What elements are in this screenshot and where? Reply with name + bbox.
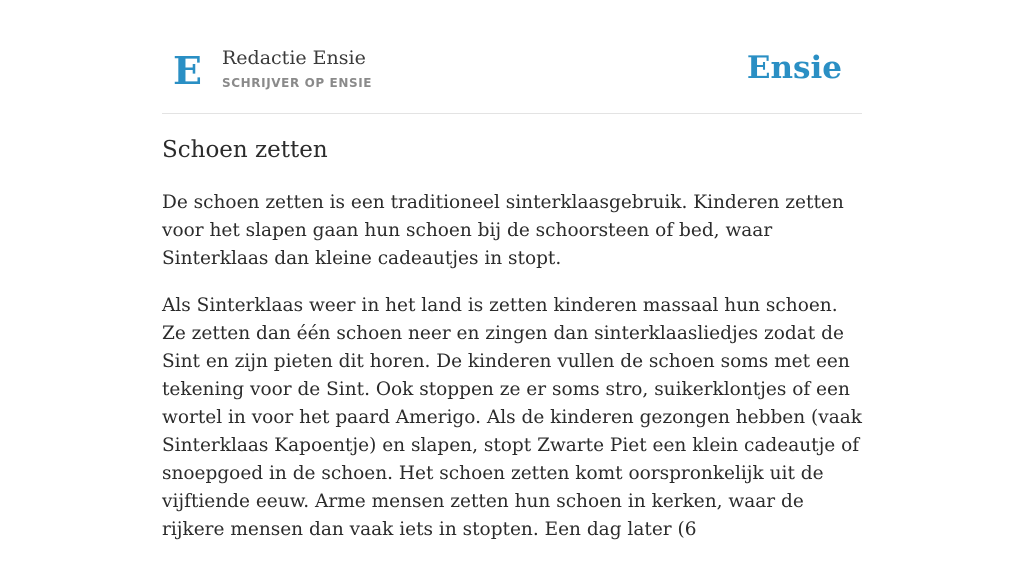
article-paragraph: Als Sinterklaas weer in het land is zetten kinderen massaal hun schoen. Ze zetten dan één schoen neer en zingen dan sinterklaasliedjes zodat de Sint en zijn pieten dit horen. De kinderen vullen de schoen soms met een tekening voor de Sint. Ook stoppen ze er soms stro, suikerklontjes of een wortel in voor het paard Amerigo. Als de kinderen gezongen hebben (vaak Sinterklaas Kapoentje) en slapen, stopt Zwarte Piet een klein cadeautje of snoepgoed in de schoen. Het schoen zetten komt oorspronkelijk uit de vijftiende eeuw. Arme mensen zetten hun schoen in kerken, waar de rijkere mensen dan vaak iets in stopten. Een dag later (6: [162, 295, 862, 540]
author-header: [162, 38, 862, 114]
article-paragraph: De schoen zetten is een traditioneel sinterklaasgebruik. Kinderen zetten voor het slapen gaan hun schoen bij de schoorsteen of bed, waar Sinterklaas dan kleine cadeautjes in stopt.: [162, 192, 844, 269]
article-body: [162, 189, 864, 563]
author-avatar[interactable]: E: [173, 48, 202, 93]
article-title: Schoen zetten: [162, 137, 328, 163]
author-name[interactable]: Redactie Ensie: [222, 47, 366, 69]
author-role: SCHRIJVER OP ENSIE: [222, 76, 373, 90]
brand-logo[interactable]: Ensie: [746, 50, 842, 86]
